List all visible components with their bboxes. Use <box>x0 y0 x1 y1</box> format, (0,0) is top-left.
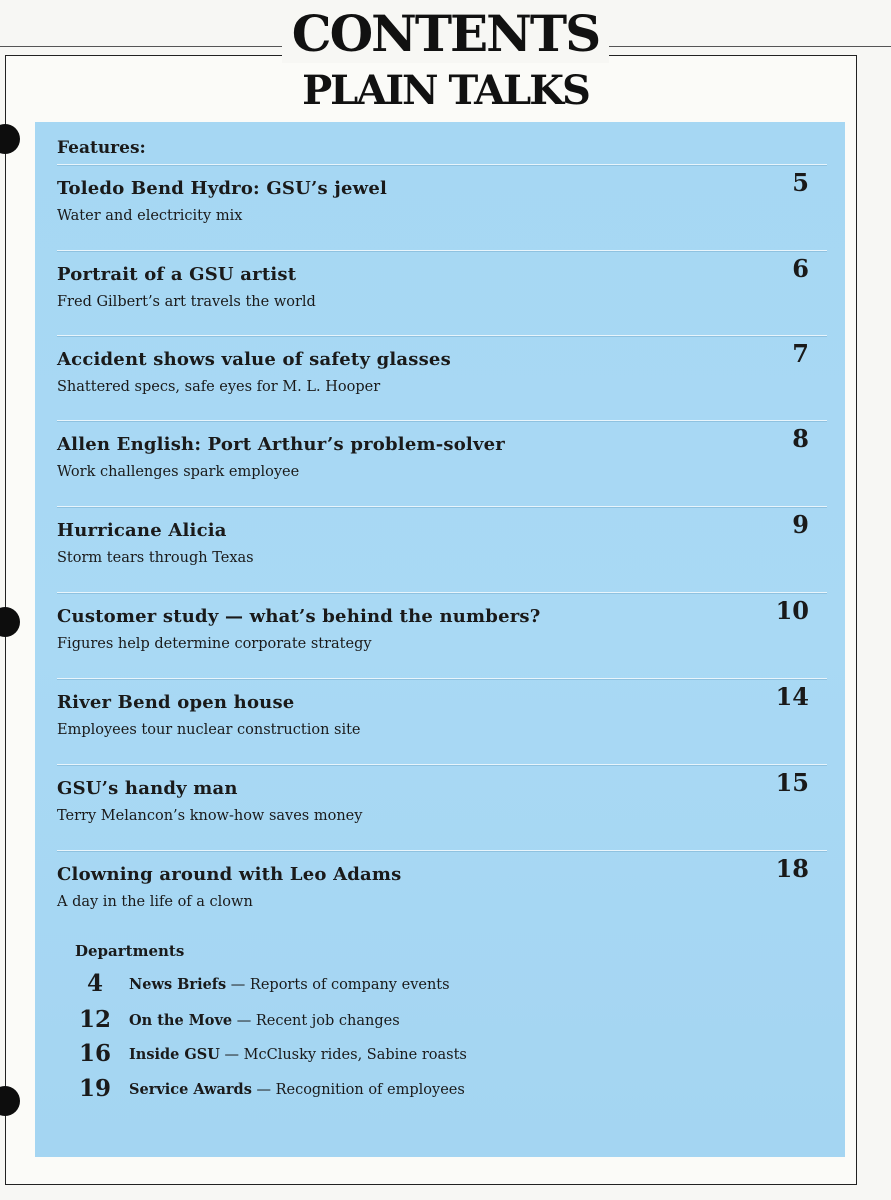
divider <box>57 678 827 680</box>
department-name: On the Move <box>129 1012 233 1029</box>
departments-label: Departments <box>75 942 185 960</box>
department-title <box>129 1046 467 1063</box>
plain-talks-logo: PLAIN TALKS <box>302 67 589 114</box>
feature-title: Allen English: Port Arthur’s problem-solver <box>57 434 505 455</box>
feature-subtitle: A day in the life of a clown <box>57 894 253 910</box>
feature-subtitle: Employees tour nuclear construction site <box>57 722 361 738</box>
feature-page-number: 7 <box>792 339 809 368</box>
department-name: Inside GSU <box>129 1046 220 1063</box>
divider <box>57 420 827 422</box>
feature-title: Clowning around with Leo Adams <box>57 864 402 885</box>
department-page-number: 16 <box>78 1040 111 1067</box>
divider <box>57 335 827 337</box>
feature-page-number: 6 <box>792 254 809 283</box>
feature-subtitle: Figures help determine corporate strategy <box>57 636 372 652</box>
department-name: News Briefs <box>129 976 227 993</box>
department-title <box>129 1081 465 1098</box>
divider <box>57 764 827 766</box>
department-description: — Recent job changes <box>232 1013 400 1029</box>
features-label: Features: <box>57 138 146 158</box>
feature-title: Customer study — what’s behind the numbers? <box>57 606 541 627</box>
divider <box>57 164 827 166</box>
feature-title: Toledo Bend Hydro: GSU’s jewel <box>57 178 388 199</box>
department-entry[interactable] <box>75 1006 795 1036</box>
department-name: Service Awards <box>129 1081 252 1098</box>
feature-title: Portrait of a GSU artist <box>57 264 297 285</box>
department-description: — Recognition of employees <box>251 1082 465 1098</box>
feature-page-number: 15 <box>775 768 809 797</box>
divider <box>57 592 827 594</box>
feature-subtitle: Storm tears through Texas <box>57 550 254 566</box>
department-title <box>129 976 450 993</box>
department-entry[interactable] <box>75 1075 795 1105</box>
contents-panel <box>35 122 845 1157</box>
feature-page-number: 9 <box>792 510 809 539</box>
feature-title: Accident shows value of safety glasses <box>57 349 451 370</box>
feature-title: GSU’s handy man <box>57 778 238 799</box>
feature-page-number: 8 <box>792 424 809 453</box>
department-entry[interactable] <box>75 970 795 1000</box>
feature-page-number: 5 <box>792 168 809 197</box>
department-title <box>129 1012 400 1029</box>
department-page-number: 12 <box>78 1006 111 1033</box>
divider <box>57 850 827 852</box>
feature-title: River Bend open house <box>57 692 295 713</box>
feature-page-number: 10 <box>775 596 809 625</box>
divider <box>57 506 827 508</box>
contents-heading: CONTENTS <box>0 6 891 62</box>
department-description: — McClusky rides, Sabine roasts <box>219 1047 467 1063</box>
department-entry[interactable] <box>75 1040 795 1070</box>
feature-subtitle: Work challenges spark employee <box>57 464 300 480</box>
divider <box>57 250 827 252</box>
feature-title: Hurricane Alicia <box>57 520 227 541</box>
feature-subtitle: Water and electricity mix <box>57 208 243 224</box>
feature-page-number: 14 <box>775 682 809 711</box>
department-page-number: 4 <box>86 970 103 997</box>
feature-subtitle: Terry Melancon’s know-how saves money <box>57 808 363 824</box>
feature-subtitle: Shattered specs, safe eyes for M. L. Hooper <box>57 379 381 395</box>
department-page-number: 19 <box>78 1075 111 1102</box>
feature-subtitle: Fred Gilbert’s art travels the world <box>57 294 316 310</box>
department-description: — Reports of company events <box>226 977 450 993</box>
feature-page-number: 18 <box>775 854 809 883</box>
